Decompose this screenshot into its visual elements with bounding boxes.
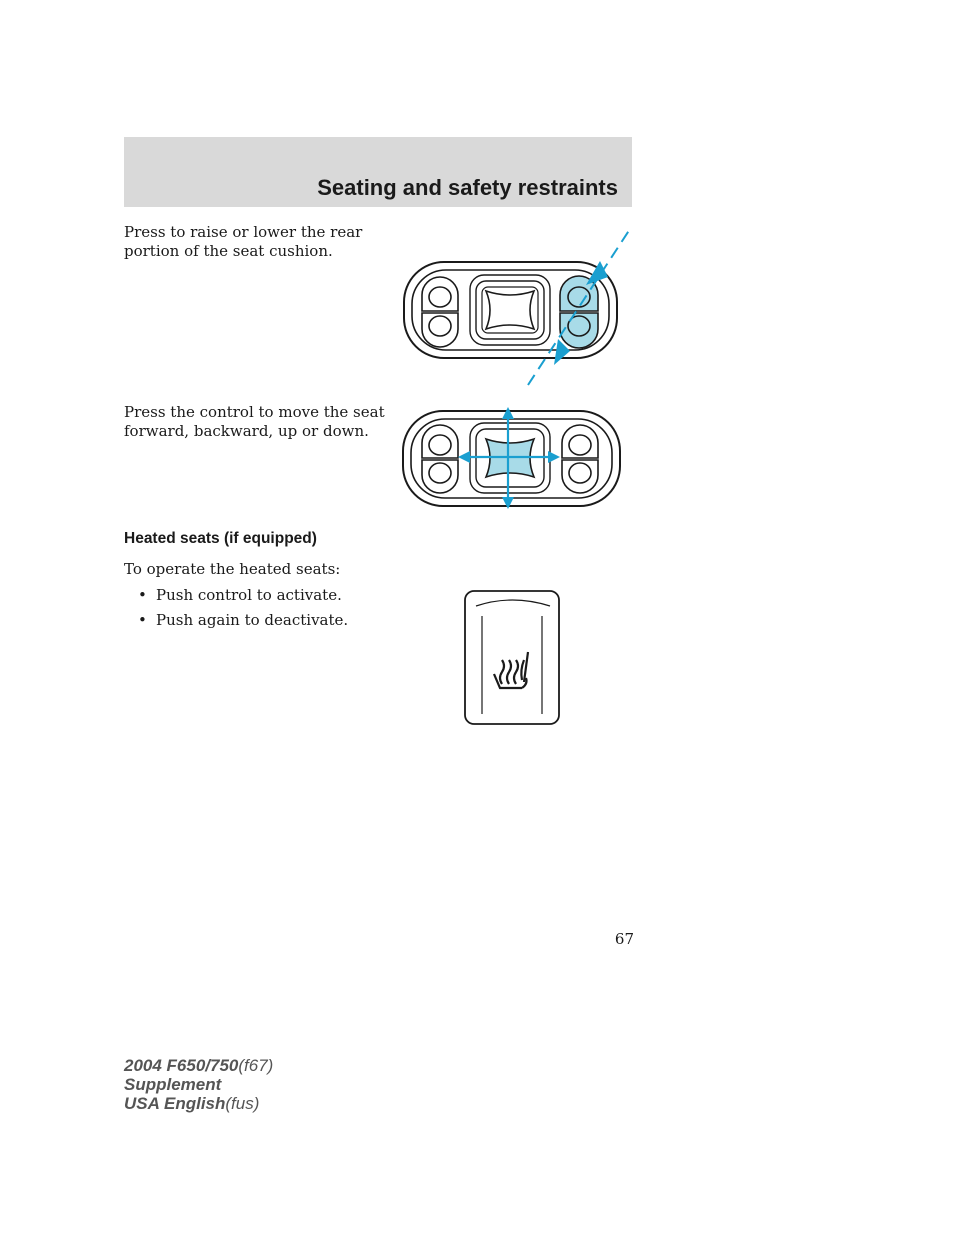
bullet-marker: • [138,586,147,604]
move-seat-paragraph [124,403,385,441]
footer-language: USA English [124,1094,226,1113]
rear-cushion-line-2: portion of the seat cushion. [124,242,333,260]
move-seat-line-1: Press the control to move the seat [124,403,385,421]
footer-line-2: Supplement [124,1075,222,1094]
heated-seat-switch-icon [462,588,562,728]
heated-seats-intro: To operate the heated seats: [124,560,341,578]
rear-cushion-line-1: Press to raise or lower the rear [124,223,363,241]
bullet-text: Push again to deactivate. [156,611,349,629]
rear-cushion-paragraph [124,223,362,261]
footer-line-1 [124,1056,273,1075]
bullet-marker: • [138,611,147,629]
seat-fore-aft-control-icon [400,405,626,511]
seat-rear-cushion-control-icon [400,225,636,395]
footer-line-3 [124,1094,273,1113]
footer [124,1056,273,1113]
bullet-text: Push control to activate. [156,586,342,604]
header-band [124,137,632,207]
footer-model-code: (f67) [238,1056,274,1075]
page-title: Seating and safety restraints [317,175,618,200]
heated-seats-heading: Heated seats (if equipped) [124,530,317,547]
page-number: 67 [614,930,634,948]
move-seat-line-2: forward, backward, up or down. [124,422,369,440]
footer-model: 2004 F650/750 [124,1056,239,1075]
footer-language-code: (fus) [225,1094,260,1113]
